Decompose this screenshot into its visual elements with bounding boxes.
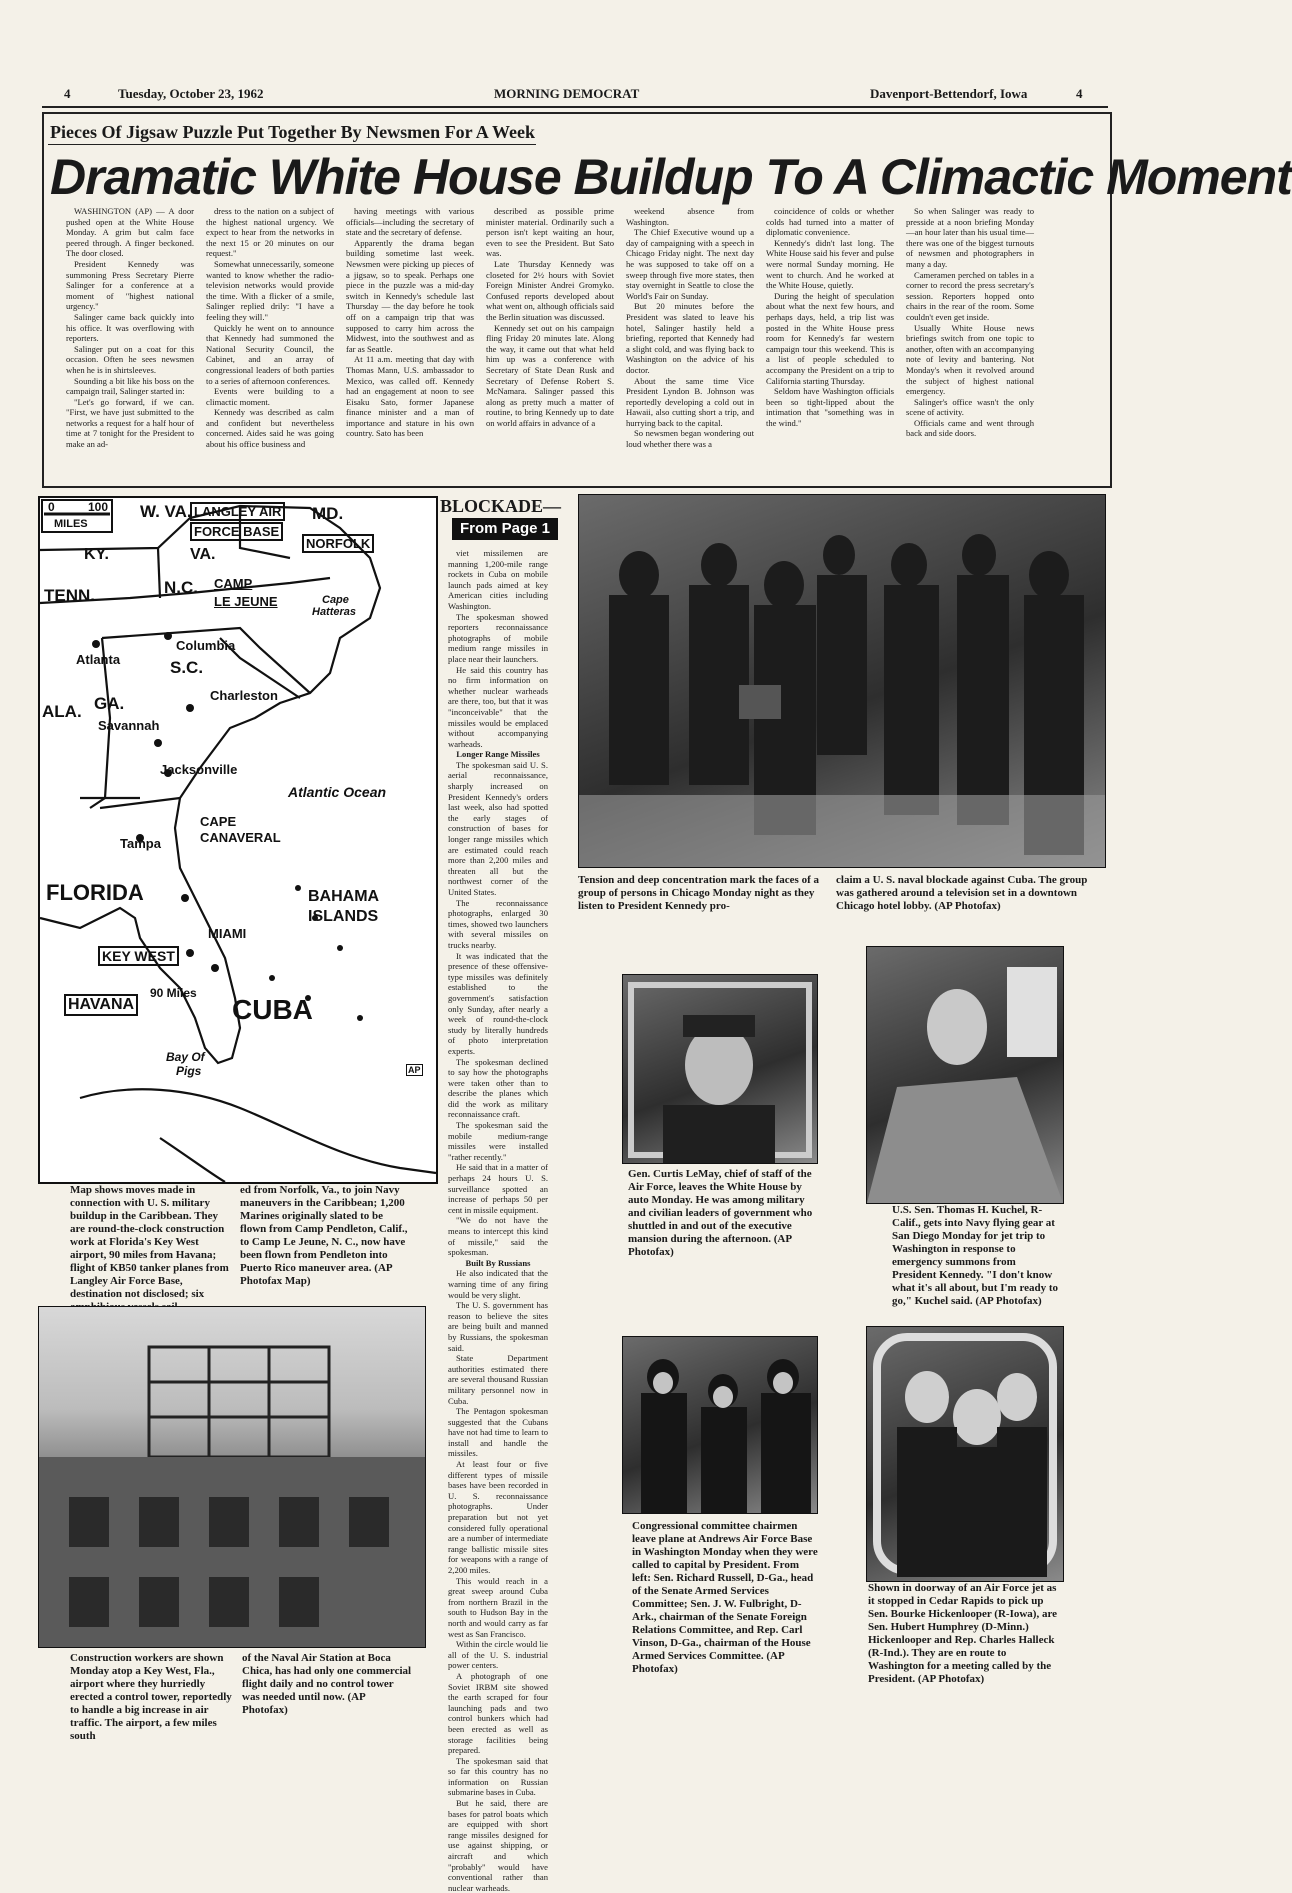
label-west-virginia: W. VA. [140,502,192,521]
kuchel-photo-figure [867,947,1063,1203]
label-charleston: Charleston [210,688,278,703]
key-west-tower-photo [38,1306,426,1648]
masthead-rule [42,106,1108,108]
story-paragraph: Quickly he went on to announce that Kennedy had summoned the National Security Council, the Cabinet, and an array of congressional leaders of both parties to a series of afternoon conferences. [206,322,334,386]
label-kentucky: KY. [84,546,109,563]
label-ap: AP [408,1065,421,1075]
label-cape-canaveral-2: CANAVERAL [200,830,281,845]
kuchel-caption: U.S. Sen. Thomas H. Kuchel, R-Calif., gets into Navy flying gear at San Diego Monday for jet trip to Washington in response to emergency summons from President Kennedy. "I don't know what it's all about, but I'm ready to go," Kuchel said. (AP Photofax) [892,1204,1059,1307]
congress-chairmen-photo [622,1336,818,1514]
story-paragraph: Salinger came back quickly into his office. It was overflowing with reporters. [66,311,194,344]
blockade-paragraph: A photograph of one Soviet IRBM site showed the earth scraped for four launching pads and two control bunkers which had been erected as well as storage facilities being prepared. [448,1670,548,1756]
story-column [66,206,194,478]
blockade-paragraph: viet missilemen are manning 1,200-mile range rockets in Cuba on mobile launch pads aimed at key American cities including Washington. [448,548,548,611]
southeast-us-map [38,496,438,1184]
label-le-jeune: LE JEUNE [214,594,278,609]
story-paragraph: Kennedy set out on his campaign fling Friday 20 minutes late. Along the way, it came out that what held him up was a conference with Secretary of State Dean Rusk and Secretary of Defense Robert S. McNamara. Salinger passed this along as pretty much a matter of routine, to bring Kennedy up to date on world affairs in advance of a [486,322,614,428]
story-column [906,206,1034,478]
blockade-paragraph: The spokesman showed reporters reconnaissance photographs of mobile medium range missiles in place near their launchers. [448,611,548,664]
blockade-paragraph: At least four or five different types of missile bases have been recorded in U. S. reconnaissance photographs. Under preparation but not yet considered fully operational are a number of intermediate range ballistic missile sites for weapons with a range of 2,200 miles. [448,1459,548,1575]
story-column [766,206,894,478]
label-norfolk: NORFOLK [302,534,374,553]
label-miami: MIAMI [208,926,247,941]
story-paragraph: coincidence of colds or whether colds had turned into a matter of diplomatic convenience. [766,206,894,238]
tower-caption-left: Construction workers are shown Monday atop a Key West, Fla., airport where they hurriedly erected a control tower, reportedly to handle a big increase in air traffic. The airport, a few miles south [70,1652,232,1742]
page-number-right: 4 [1076,86,1083,101]
chicago-crowd-photo [578,494,1106,868]
crowd-caption-left: Tension and deep concentration mark the faces of a group of persons in Chicago Monday night as they listen to President Kennedy pro- [578,874,819,912]
story-paragraph: Kennedy's didn't last long. The White House said his fever and pulse were normal Sunday morning. He went to church. And he worked at the White House, quietly. [766,237,894,291]
label-langley-base: FORCE BASE [190,522,283,541]
label-islands: ISLANDS [308,908,379,925]
story-paragraph: Salinger's office wasn't the only scene of activity. [906,396,1034,418]
from-page-badge: From Page 1 [452,518,558,540]
story-paragraph: weekend absence from Washington. [626,206,754,227]
blockade-paragraph: It was indicated that the presence of these offensive-type missiles was definitely established to the government's satisfaction only Sunday, after nearly a week of round-the-clock study by literally hundreds of photo interpretation experts. [448,950,548,1056]
label-cape: Cape [322,594,349,606]
label-bahama: BAHAMA [308,888,380,905]
label-camp: CAMP [214,576,253,591]
story-paragraph: Usually White House news briefings switch from one topic to another, often with an accompanying note of levity and bantering. Not Monday's when it revolved around the subject of highest national emergency. [906,322,1034,397]
story-paragraph: described as possible prime minister material. Ordinarily such a person isn't kept waiting an hour, even to see the President. But Sato was. [486,206,614,259]
story-column [626,206,754,478]
congress-photo-figures [623,1337,817,1513]
blockade-paragraph: The U. S. government has reason to believe the sites are being built and manned by Russians, the spokesman said. [448,1300,548,1353]
story-paragraph: having meetings with various officials—including the secretary of state and the secretary of defense. [346,206,474,238]
map-caption-left: Map shows moves made in connection with U. S. military buildup in the Caribbean. They are round-the-clock construction work at Florida's Key West airport, 90 miles from Havana; flight of KB50 tanker planes from Langley Air Force Base, destination not disclosed; six [70,1184,229,1300]
tower-caption-right: of the Naval Air Station at Boca Chica, has had only one commercial flight daily and no control tower was needed until now. (AP Photofax) [242,1652,412,1716]
map-caption-right: ed from Norfolk, Va., to join Navy maneuvers in the Caribbean; 1,200 Marines originally slated to be flown from Camp Pendleton, Calif., to Camp Le Jeune, N. C., now have been flown from Pendleton into Puerto Rico maneuver area. (AP Photofax Map) [240,1184,408,1287]
masthead [60,86,1100,106]
blockade-paragraph: But he said, there are bases for patrol boats which are equipped with short range missiles designed for use against shipping, or aircraft and which "probably" would have conventional rather than nuclear warheads. [448,1798,548,1893]
blockade-subhead: Longer Range Missiles [456,749,540,760]
story-paragraph: But 20 minutes before the President was slated to leave his hotel, Salinger hastily held a briefing, reported that Kennedy had a slight cold, and was flying back to Washington on the advice of his doctor. [626,301,754,375]
story-paragraph: The Chief Executive wound up a day of campaigning with a speech in Chicago Friday night. The next day he was supposed to take off on a sweep through five more states, then stay overnight in Seattle to close the World's Fair on Sunday. [626,227,754,301]
label-langley: LANGLEY AIR [190,502,285,521]
story-paragraph: Kennedy was described as calm and confident but nevertheless concerned. Aides said he was going about his office business and [206,407,334,450]
lemay-photo [622,974,818,1164]
story-paragraph: WASHINGTON (AP) — A door pushed open at the White House Monday. A grim but calm face peered through. A finger beckoned. The door closed. [66,206,194,259]
label-havana: HAVANA [64,994,138,1016]
map-scale-unit: MILES [54,518,88,530]
blockade-paragraph: The spokesman said U. S. aerial reconnaissance, sharply increased on President Kennedy's orders last week, also had spotted the early stages of construction of bases for longer range missiles which are estimated could reach more than 2,200 miles and threaten all but the northwest corner of the United States. [448,759,548,897]
blockade-paragraph: State Department authorities estimated there are several thousand Russian military personnel now in Cuba. [448,1353,548,1406]
label-hatteras: Hatteras [312,606,357,618]
lemay-photo-figure [623,975,817,1163]
label-maryland: MD. [312,504,344,523]
story-headline: Dramatic White House Buildup To A Climactic Moment [50,149,1292,205]
blockade-paragraph: The spokesman said the mobile medium-range missiles were installed "rather recently." [448,1120,548,1162]
crowd-photo-figures [579,495,1105,867]
story-paragraph: dress to the nation on a subject of the highest national urgency. We expect to hear from the networks in the next 15 or 20 minutes on our request." [206,206,334,259]
story-paragraph: President Kennedy was summoning Press Secretary Pierre Salinger for a conference at a moment of "highest national urgency." [66,258,194,312]
blockade-paragraph: He said this country has no firm information on whether nuclear warheads are there, too, but that it was "inconceivable" that the missiles would be emplaced without accompanying warheads. [448,664,548,749]
page-number-left: 4 [64,86,71,101]
label-north-carolina: N.C. [164,578,198,597]
tower-photo-structure [39,1307,425,1647]
crowd-caption-right: claim a U. S. naval blockade against Cuba. The group was gathered around a television set in a downtown Chicago hotel lobby. (AP Photofax) [836,874,1088,912]
label-columbia: Columbia [176,638,236,653]
label-florida: FLORIDA [46,880,144,905]
kicker-rule [48,144,536,145]
label-tampa: Tampa [120,836,161,851]
story-paragraph: Salinger put on a coat for this occasion. Often he sees newsmen when he is in shirtsleeves. [66,343,194,375]
blockade-column [448,548,548,1893]
label-atlantic-ocean: Atlantic Ocean [288,784,387,800]
label-bay-of: Bay Of [166,1050,205,1064]
label-jacksonville: Jacksonville [160,762,238,777]
label-savannah: Savannah [98,718,160,733]
blockade-paragraph: Within the circle would lie all of the U. S. industrial power centers. [448,1639,548,1671]
story-column [486,206,614,478]
story-paragraph: Apparently the drama began building sometime last week. Newsmen were picking up pieces of a jigsaw, so to speak. Perhaps one piece in the puzzle was a mid-day switch in Kennedy's schedule last Thursday — the day before he took off on a campaign trip that was supposed to carry him across the Midwest, into the southwest and as far as Seattle. [346,237,474,354]
label-key-west: KEY WEST [98,946,179,966]
story-paragraph: Late Thursday Kennedy was closeted for 2½ hours with Soviet Foreign Minister Andrei Gromyko. Confused reports developed about what went on, although officials said the Berlin situation was discussed. [486,258,614,322]
story-paragraph: Events were building to a climactic moment. [206,386,334,407]
label-atlanta: Atlanta [76,652,121,667]
lemay-caption: Gen. Curtis LeMay, chief of staff of the Air Force, leaves the White House by auto Monday. He was among military and civilian leaders of government who shuttled in and out of the executive mansion during the afternoon. (AP Photofax) [628,1168,813,1258]
blockade-subhead: Built By Russians [465,1257,531,1268]
congress-caption: Congressional committee chairmen leave plane at Andrews Air Force Base in Washington Monday when they were called to capital by President. From left: Sen. Richard Russell, D-Ga., head of the Senate Armed Services Committee; Sen. J. W. Fulbright, D-Ark., chairman of the Senate Foreign Relations Committee, and Rep. Carl Vinson, D-Ga., chairman of the House Armed Services Committee. (AP Photofax) [632,1520,818,1675]
blockade-paragraph: He also indicated that the warning time of any firing would be very slight. [448,1268,548,1300]
label-cuba: CUBA [232,994,313,1025]
story-column [206,206,334,478]
doorway-photo-figures [867,1327,1063,1581]
label-90-miles: 90 Miles [150,986,197,1000]
label-cape-canaveral-1: CAPE [200,814,237,829]
kuchel-photo [866,946,1064,1204]
story-column [346,206,474,478]
story-paragraph: During the height of speculation about what the next few hours, and perhaps days, held, a trip list was posted in the White House press room for Kennedy's far western campaign tour this weekend. This is a list of people scheduled to accompany the President on a trip to California starting Thursday. [766,290,894,386]
doorway-caption: Shown in doorway of an Air Force jet as it stopped in Cedar Rapids to pick up Sen. Bourke Hickenlooper (R-Iowa), are Sen. Hubert Humphrey (D-Minn.) Hickenlooper and Rep. Charles Halleck (R-Ind.). They are en route to Washington for a meeting called by the President. (AP Photofax) [868,1582,1058,1685]
map-scale-zero: 0 [48,500,55,514]
blockade-paragraph: This would reach in a great sweep around Cuba from northern Brazil in the south to Hudson Bay in the north and would carry as far west as San Francisco. [448,1575,548,1639]
story-paragraph: At 11 a.m. meeting that day with Thomas Mann, U.S. ambassador to Mexico, was called off. Kennedy had an engagement at noon to see Eisaku Sato, former Japanese finance minister and a man of importance and stature in his own country. Sato has been [346,354,474,439]
blockade-title: BLOCKADE— [440,496,562,516]
blockade-paragraph: The Pentagon spokesman suggested that the Cubans have not had time to learn to install and handle the missiles. [448,1406,548,1459]
paper-location: Davenport-Bettendorf, Iowa [870,86,1028,101]
label-georgia: GA. [94,694,125,713]
blockade-paragraph: The reconnaissance photographs, enlarged 30 times, showed two launchers with several missiles on trucks nearby. [448,897,548,950]
label-tennessee: TENN. [44,586,95,605]
blockade-paragraph: The spokesman said that so far this country has no information on Russian submarine bases in Cuba. [448,1755,548,1798]
story-paragraph: So newsmen began wondering out loud whether there was a [626,428,754,450]
story-paragraph: "Let's go forward, if we can. "First, we have just submitted to the networks a request for a half hour of time at 7 tonight for the President to make an ad- [66,396,194,450]
label-virginia: VA. [190,546,216,563]
paper-name: MORNING DEMOCRAT [494,86,640,101]
label-pigs: Pigs [176,1064,202,1078]
blockade-paragraph: He said that in a matter of perhaps 24 hours U. S. surveillance spotted an increase of perhaps 50 per cent in missile equipment. [448,1162,548,1215]
map-scale-hundred: 100 [88,500,109,514]
blockade-paragraph: The spokesman declined to say how the photographs were taken other than to describe the planes which did the work as military reconnaissance craft. [448,1056,548,1120]
blockade-paragraph: "We do not have the means to intercept this kind of missile," said the spokesman. [448,1215,548,1258]
label-alabama: ALA. [42,702,82,721]
story-paragraph: Somewhat unnecessarily, someone wanted to know whether the radio-television networks would provide the time. With a flicker of a smile, Salinger replied drily: "I have a feeling they will." [206,258,334,322]
story-paragraph: So when Salinger was ready to presside at a noon briefing Monday—an hour later than his usual time—there was one of the biggest turnouts of newsmen and photographers in many a day. [906,206,1034,269]
label-south-carolina: S.C. [170,658,204,677]
story-kicker: Pieces Of Jigsaw Puzzle Put Together By Newsmen For A Week [50,122,535,142]
story-paragraph: Cameramen perched on tables in a corner to record the press secretary's session. Reporters hopped onto chairs in the rear of the room. Some couldn't even get inside. [906,269,1034,322]
air-force-jet-doorway-photo [866,1326,1064,1582]
story-paragraph: Seldom have Washington officials been so tight-lipped about the intimation that "something was in the wind." [766,386,894,428]
story-paragraph: Sounding a bit like his boss on the campaign trail, Salinger started in: [66,375,194,397]
story-paragraph: Officials came and went through back and side doors. [906,417,1034,439]
issue-date: Tuesday, October 23, 1962 [118,86,264,101]
story-paragraph: About the same time Vice President Lyndon B. Johnson was reportedly developing a cold out in Hawaii, also cutting short a trip, and hurrying back to the capital. [626,375,754,428]
